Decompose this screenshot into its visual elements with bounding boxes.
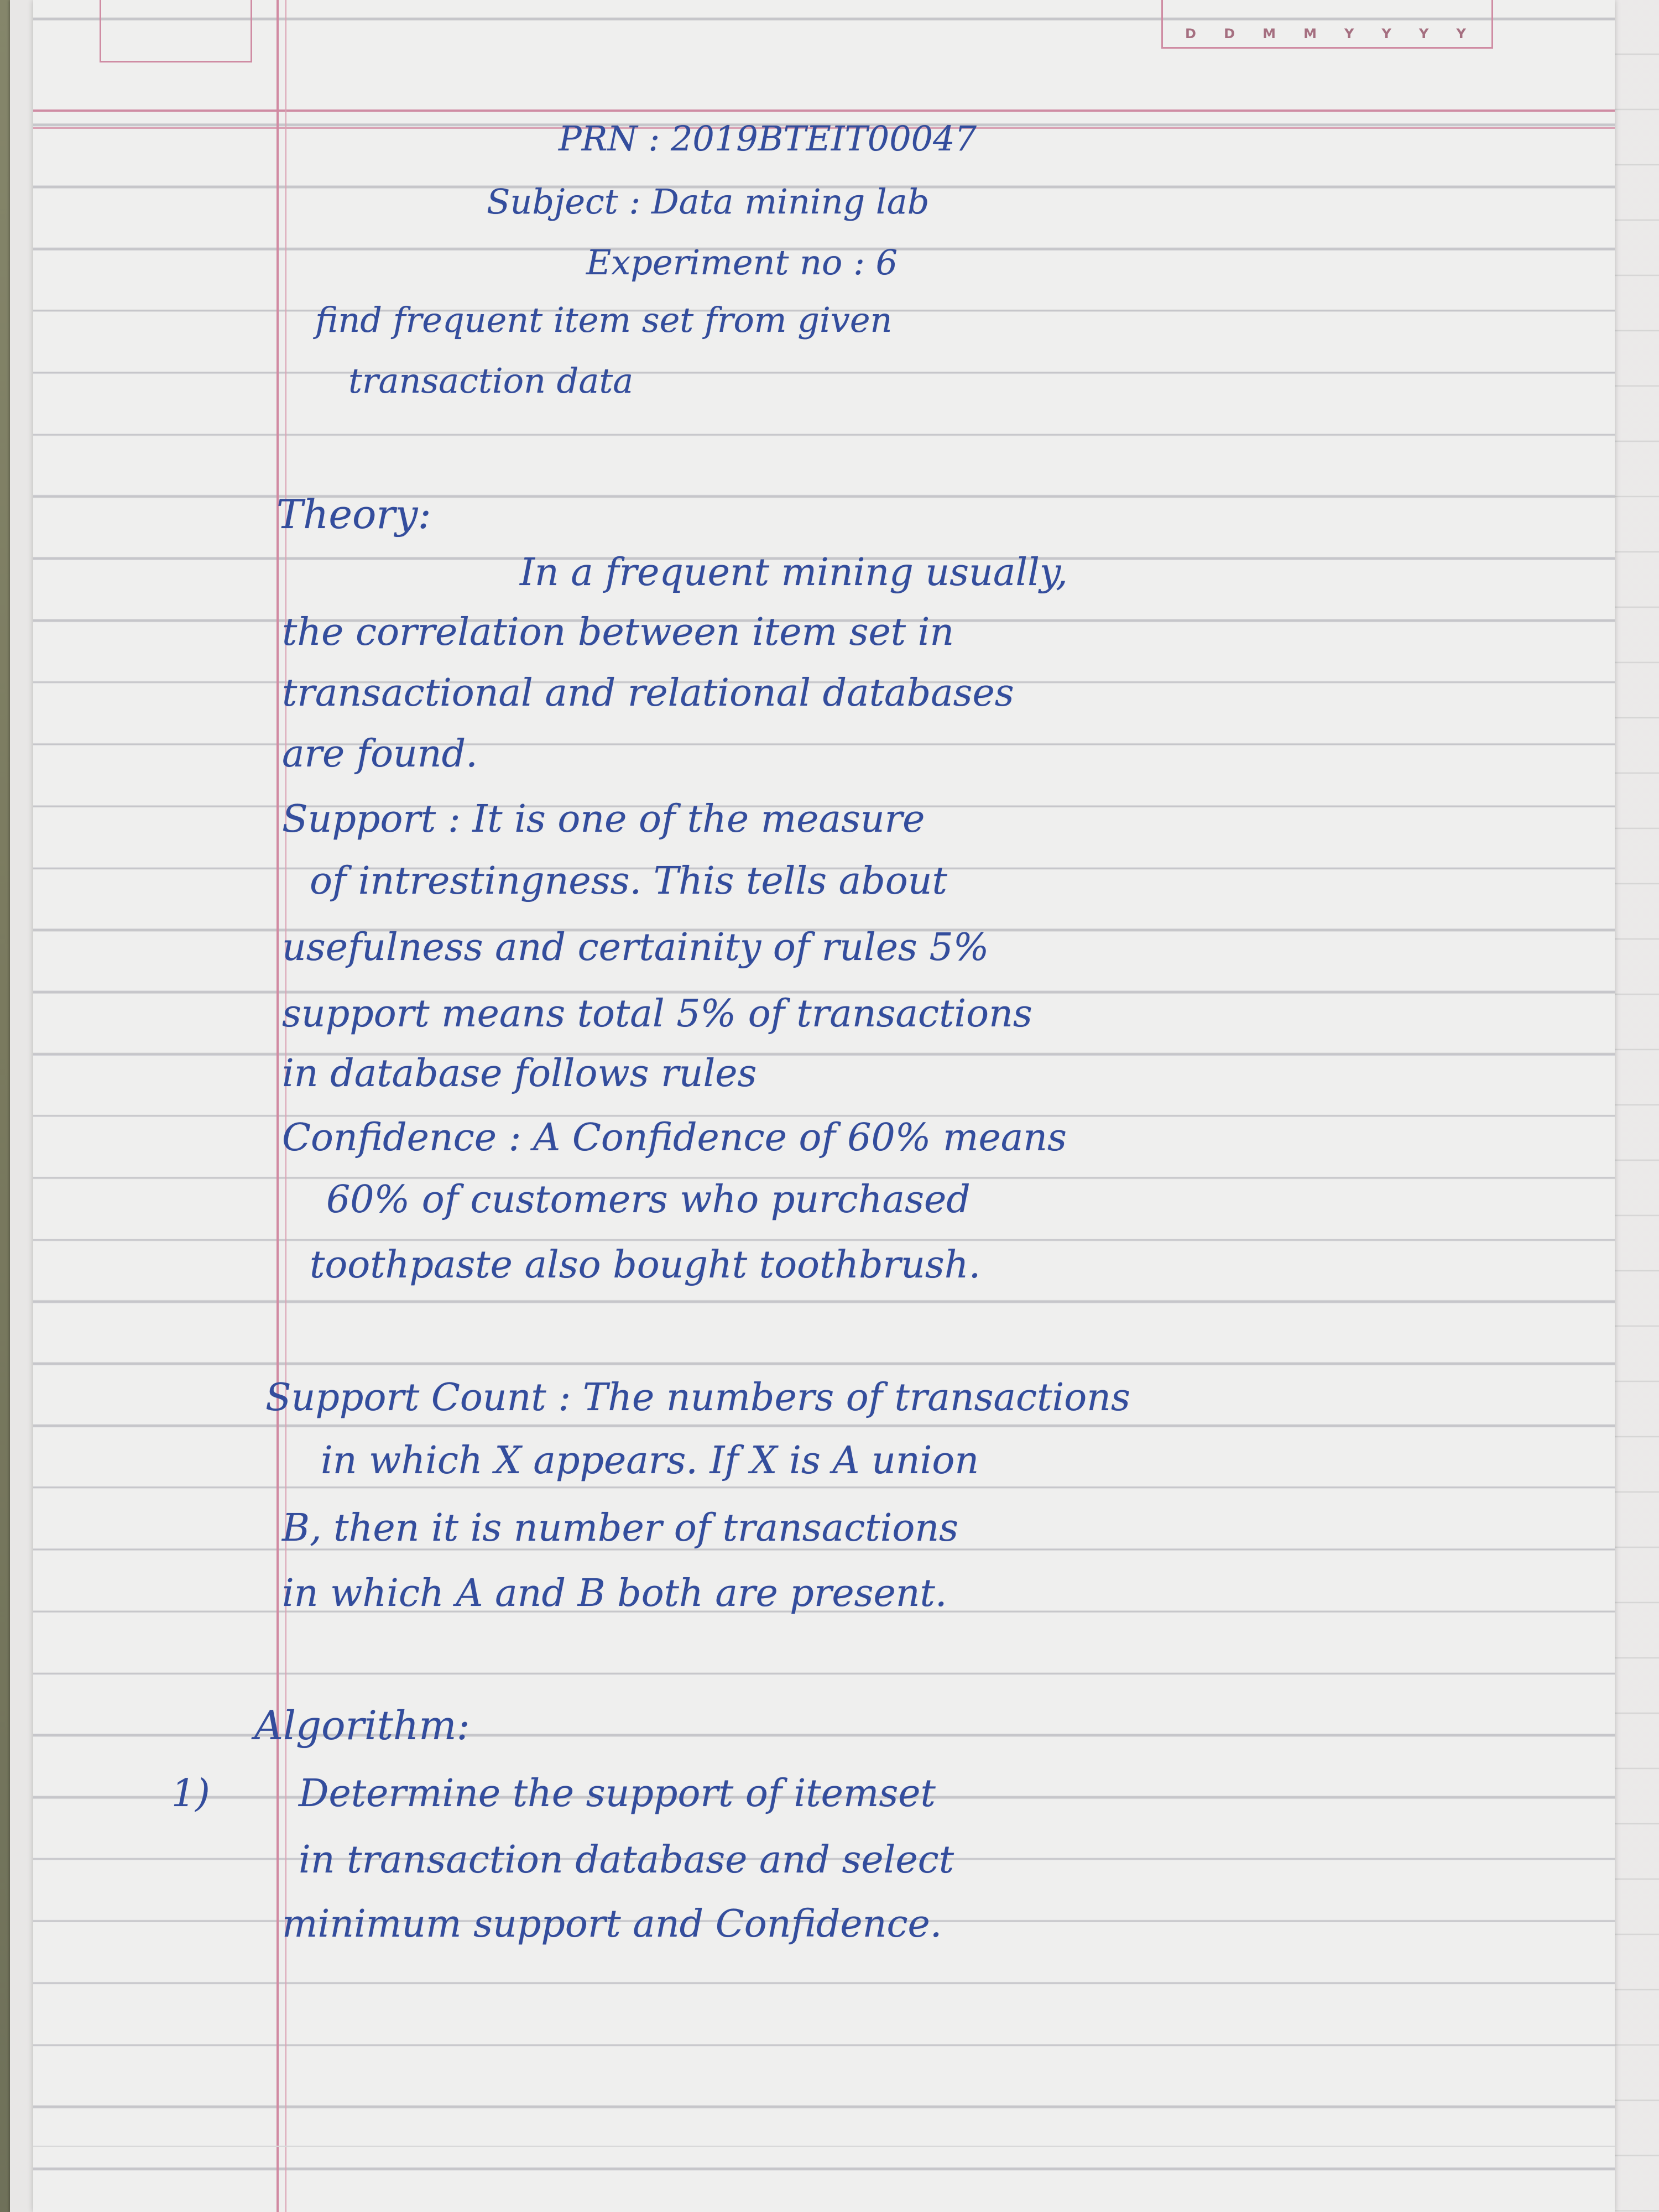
theory-heading: Theory: [276,491,431,538]
margin-line [276,0,279,2212]
support-line-5: in database follows rules [282,1052,757,1095]
bottom-page-stripe [33,2146,1615,2147]
algorithm-line-2: in transaction database and select [299,1838,954,1882]
confidence-line-1: Confidence : A Confidence of 60% means [282,1116,1067,1160]
support-line-1: Support : It is one of the measure [282,797,925,841]
experiment-line: Experiment no : 6 [586,242,898,283]
notebook-page [33,0,1615,2212]
algorithm-line-1: Determine the support of itemset [299,1772,936,1815]
support-count-line-3: B, then it is number of transactions [282,1506,959,1550]
aim-line-1: find frequent item set from given [315,300,893,340]
theory-line-3: transactional and relational databases [282,671,1014,715]
support-count-line-4: in which A and B both are present. [282,1572,947,1615]
support-line-4: support means total 5% of transactions [282,992,1032,1036]
date-label-d2: D [1224,26,1238,41]
aim-line-2: transaction data [348,361,634,401]
algorithm-heading: Algorithm: [254,1702,470,1749]
date-label-d1: D [1185,26,1199,41]
theory-line-1: In a frequent mining usually, [520,551,1068,594]
subject-line: Subject : Data mining lab [487,181,930,222]
theory-line-2: the correlation between item set in [282,611,954,654]
date-label-m2: M [1303,26,1320,41]
confidence-line-2: 60% of customers who purchased [326,1178,971,1222]
date-label-m1: M [1262,26,1279,41]
header-rule [33,109,1615,112]
date-label-y1: Y [1344,26,1358,41]
date-label-y4: Y [1456,26,1469,41]
support-line-3: usefulness and certainity of rules 5% [282,926,989,969]
confidence-line-3: toothpaste also bought toothbrush. [310,1243,981,1287]
support-count-line-2: in which X appears. If X is A union [321,1439,979,1483]
top-left-box [100,0,252,62]
date-box [1161,0,1493,49]
date-label-y3: Y [1419,26,1432,41]
support-line-2: of intrestingness. This tells about [310,859,947,903]
algorithm-line-3: minimum support and Confidence. [282,1902,942,1946]
prn-line: PRN : 2019BTEIT00047 [559,118,977,159]
date-label-y2: Y [1381,26,1395,41]
theory-line-4: are found. [282,732,478,776]
algorithm-step-number: 1) [171,1772,210,1815]
support-count-line-1: Support Count : The numbers of transactions [265,1376,1130,1420]
margin-line-secondary [285,0,286,2212]
